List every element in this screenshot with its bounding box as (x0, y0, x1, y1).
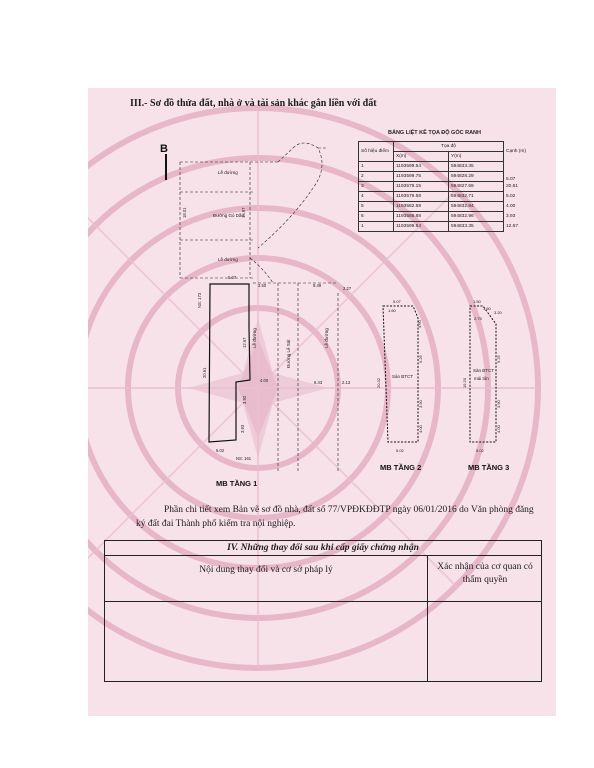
ns-top-label: NS: 173 (197, 292, 202, 308)
header-y: Y(m) (449, 152, 504, 162)
dim-label: 2.75 (474, 316, 482, 321)
dim-label: 4.00 (260, 378, 269, 383)
changes-title: IV. Những thay đổi sau khi cấp giấy chứng nhận (105, 541, 541, 556)
dim-label: 3.92 (242, 395, 247, 404)
dim-label: 3.93 (240, 424, 245, 433)
header-edge: Cạnh (m) (506, 149, 526, 154)
dim-label: 5.07 (393, 299, 401, 304)
table-row: 1 1193599.54 594833.35 5.07 (359, 162, 535, 172)
coord-table-title: BẢNG LIỆT KÊ TỌA ĐỘ GÓC RANH (388, 130, 481, 136)
dim-label: 20.61 (202, 367, 207, 378)
dim-label: 9.49 (313, 283, 322, 288)
dim-label: 5.02 (216, 448, 225, 453)
floor3-room-note: mái tôn (474, 376, 489, 381)
dim-label: 18.01 (182, 207, 187, 218)
table-row: 1 1193599.54 594833.35 12.67 (359, 222, 535, 232)
floor3-label: MB TẦNG 3 (468, 463, 510, 472)
table-row: 5 1193582.59 594832.84 4.00 (359, 202, 535, 212)
dim-label: 5.02 (396, 448, 404, 453)
dim-label: 3.20 (494, 310, 502, 315)
changes-left-header: Nội dung thay đổi và cơ sở pháp lý (199, 565, 333, 575)
reference-note: Phần chi tiết xem Bản vẽ sơ đồ nhà, đất số 77/VPĐKĐĐTP ngày 06/01/2016 do Văn phòng đăng ký đất đai Thành phố kiểm tra nội nghiệp. (136, 505, 534, 529)
dim-label: 1.50 (473, 299, 481, 304)
floor2-label: MB TẦNG 2 (380, 463, 422, 472)
dim-label: 5.02 (476, 448, 484, 453)
dim-label: 15.97 (241, 207, 246, 218)
table-row: 6 1193586.88 594832.96 3.93 (359, 212, 535, 222)
dim-label: 6.43 (314, 380, 323, 385)
edge-value: 4.00 (506, 204, 516, 209)
dim-label: 4.00 (496, 425, 501, 433)
ns-bottom-label: NS: 161 (236, 456, 252, 461)
parcel-outline (209, 284, 250, 442)
dim-label: 19.20 (462, 377, 467, 388)
street-label: Lề đường (218, 257, 238, 262)
street-label: Lề đường (218, 170, 238, 175)
certificate-page (88, 88, 556, 716)
edge-value: 5.07 (506, 176, 516, 182)
edge-value: 12.67 (506, 224, 519, 229)
floor1-label: MB TẦNG 1 (216, 479, 258, 488)
street-label: Lề đường (252, 328, 257, 348)
street-label: Đường Gò Dầu (213, 213, 244, 218)
table-row: 4 1193579.58 594832.71 5.02 (359, 192, 535, 202)
dim-label: 12.67 (242, 337, 247, 348)
table-row: 3 1193579.15 594827.69 20.61 (359, 182, 535, 192)
dim-label: 9.25 (418, 355, 423, 363)
dim-label: 3.90 (418, 400, 423, 408)
header-coords: Tọa độ (394, 142, 504, 152)
dim-label: 1.60 (483, 306, 491, 311)
dim-label: 2.13 (342, 380, 351, 385)
street-label: Lề đường (324, 328, 329, 348)
dim-label: 2.27 (343, 286, 352, 291)
dim-label: 5.07 (228, 275, 237, 280)
dim-label: 4.60 (417, 320, 422, 328)
floor3-outline (470, 306, 496, 442)
dim-label: 9.25 (496, 355, 501, 363)
table-row: 2 1193599.75 594828.29 (359, 172, 535, 182)
street-lines (180, 143, 338, 473)
section-marker: B (160, 143, 168, 155)
changes-right-header: Xác nhận của cơ quan có thẩm quyền (437, 562, 533, 585)
dim-label: 3.90 (496, 400, 501, 408)
changes-left-column (105, 555, 428, 681)
header-point: Số hiệu điểm (359, 142, 394, 162)
edge-value: 20.61 (506, 184, 519, 189)
changes-table (104, 540, 542, 682)
floor2-room: Sàn BTCT (392, 374, 414, 379)
site-plan (88, 88, 556, 488)
changes-divider (105, 601, 541, 602)
dim-label: 20.32 (376, 377, 381, 388)
dim-label: 3.50 (258, 283, 267, 288)
edge-value: 5.02 (506, 194, 516, 199)
edge-value: 3.93 (506, 214, 516, 219)
header-x: X(m) (394, 152, 449, 162)
section-title: III.- Sơ đồ thửa đất, nhà ở và tài sản khác gắn liền với đất (130, 98, 377, 109)
dim-label: 4.00 (418, 425, 423, 433)
floor3-room: Sàn BTCT (473, 368, 495, 373)
dim-label: 1.60 (388, 308, 396, 313)
street-label: Đường Lê Sát (286, 339, 291, 368)
